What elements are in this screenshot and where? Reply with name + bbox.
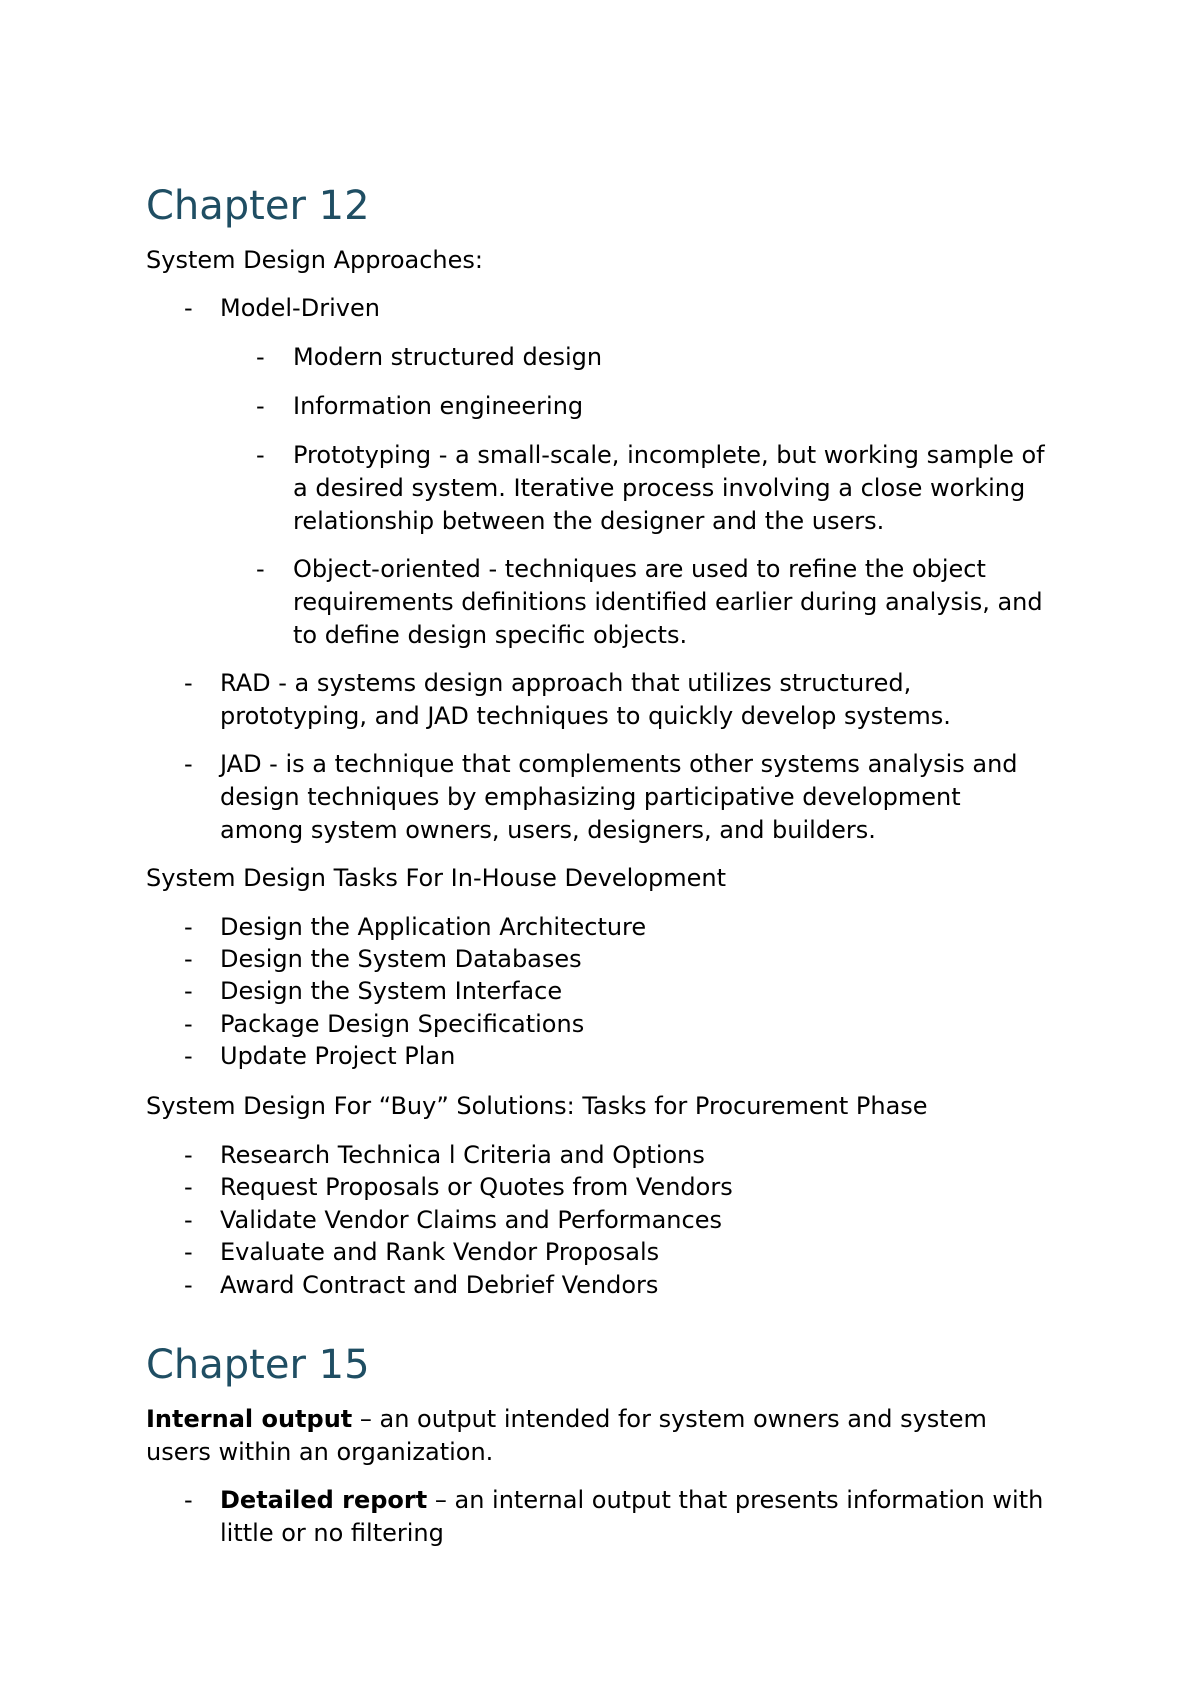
- bullet-dash: -: [256, 555, 265, 583]
- bullet-dash: -: [184, 294, 193, 322]
- bullet-dash: -: [184, 1141, 193, 1169]
- bullet-dash: -: [256, 392, 265, 420]
- bullet-dash: -: [184, 1271, 193, 1299]
- bullet-dash: -: [184, 1042, 193, 1070]
- detailed-report-definition: – an internal output that presents information with: [427, 1486, 1044, 1514]
- prototyping-line-2: a desired system. Iterative process involving a close working: [293, 474, 1026, 502]
- bullet-dash: -: [184, 750, 193, 778]
- jad-line-1: JAD - is a technique that complements other systems analysis and: [220, 750, 1018, 778]
- chapter-12-title: Chapter 12: [146, 183, 370, 229]
- object-oriented-line-2: requirements definitions identified earlier during analysis, and: [293, 588, 1043, 616]
- internal-output-term: Internal output: [146, 1405, 353, 1433]
- bullet-dash: -: [256, 343, 265, 371]
- bullet-dash: -: [184, 945, 193, 973]
- modern-structured-item: Modern structured design: [293, 343, 603, 371]
- internal-output-line-2: users within an organization.: [146, 1438, 494, 1466]
- detailed-report-line-2: little or no filtering: [220, 1519, 444, 1547]
- object-oriented-line-1: Object-oriented - techniques are used to refine the object: [293, 555, 986, 583]
- bullet-dash: -: [184, 1173, 193, 1201]
- information-engineering-item: Information engineering: [293, 392, 584, 420]
- internal-output-definition: – an output intended for system owners and system: [352, 1405, 987, 1433]
- inhouse-item: Package Design Specifications: [220, 1010, 585, 1038]
- chapter-15-title: Chapter 15: [146, 1342, 370, 1388]
- bullet-dash: -: [184, 913, 193, 941]
- jad-line-3: among system owners, users, designers, and builders.: [220, 816, 876, 844]
- jad-line-2: design techniques by emphasizing participative development: [220, 783, 961, 811]
- bullet-dash: -: [184, 669, 193, 697]
- buy-item: Award Contract and Debrief Vendors: [220, 1271, 659, 1299]
- buy-item: Evaluate and Rank Vendor Proposals: [220, 1238, 660, 1266]
- rad-line-1: RAD - a systems design approach that utilizes structured,: [220, 669, 912, 697]
- approaches-heading: System Design Approaches:: [146, 246, 483, 274]
- bullet-dash: -: [184, 1206, 193, 1234]
- internal-output-line-1: [146, 1403, 987, 1436]
- detailed-report-line-1: [220, 1484, 1043, 1517]
- buy-item: Validate Vendor Claims and Performances: [220, 1206, 722, 1234]
- object-oriented-line-3: to define design specific objects.: [293, 621, 688, 649]
- prototyping-line-3: relationship between the designer and the users.: [293, 507, 885, 535]
- bullet-dash: -: [256, 441, 265, 469]
- rad-line-2: prototyping, and JAD techniques to quickly develop systems.: [220, 702, 951, 730]
- inhouse-item: Design the System Interface: [220, 977, 563, 1005]
- bullet-dash: -: [184, 1486, 193, 1514]
- bullet-dash: -: [184, 1010, 193, 1038]
- buy-item: Request Proposals or Quotes from Vendors: [220, 1173, 733, 1201]
- detailed-report-term: Detailed report: [220, 1486, 428, 1514]
- buy-item: Research Technica l Criteria and Options: [220, 1141, 705, 1169]
- bullet-dash: -: [184, 977, 193, 1005]
- buy-heading: System Design For “Buy” Solutions: Tasks for Procurement Phase: [146, 1092, 928, 1120]
- inhouse-item: Design the Application Architecture: [220, 913, 647, 941]
- bullet-dash: -: [184, 1238, 193, 1266]
- inhouse-item: Update Project Plan: [220, 1042, 456, 1070]
- prototyping-line-1: Prototyping - a small-scale, incomplete, but working sample of: [293, 441, 1045, 469]
- model-driven-item: Model-Driven: [220, 294, 380, 322]
- inhouse-item: Design the System Databases: [220, 945, 582, 973]
- inhouse-heading: System Design Tasks For In-House Development: [146, 864, 727, 892]
